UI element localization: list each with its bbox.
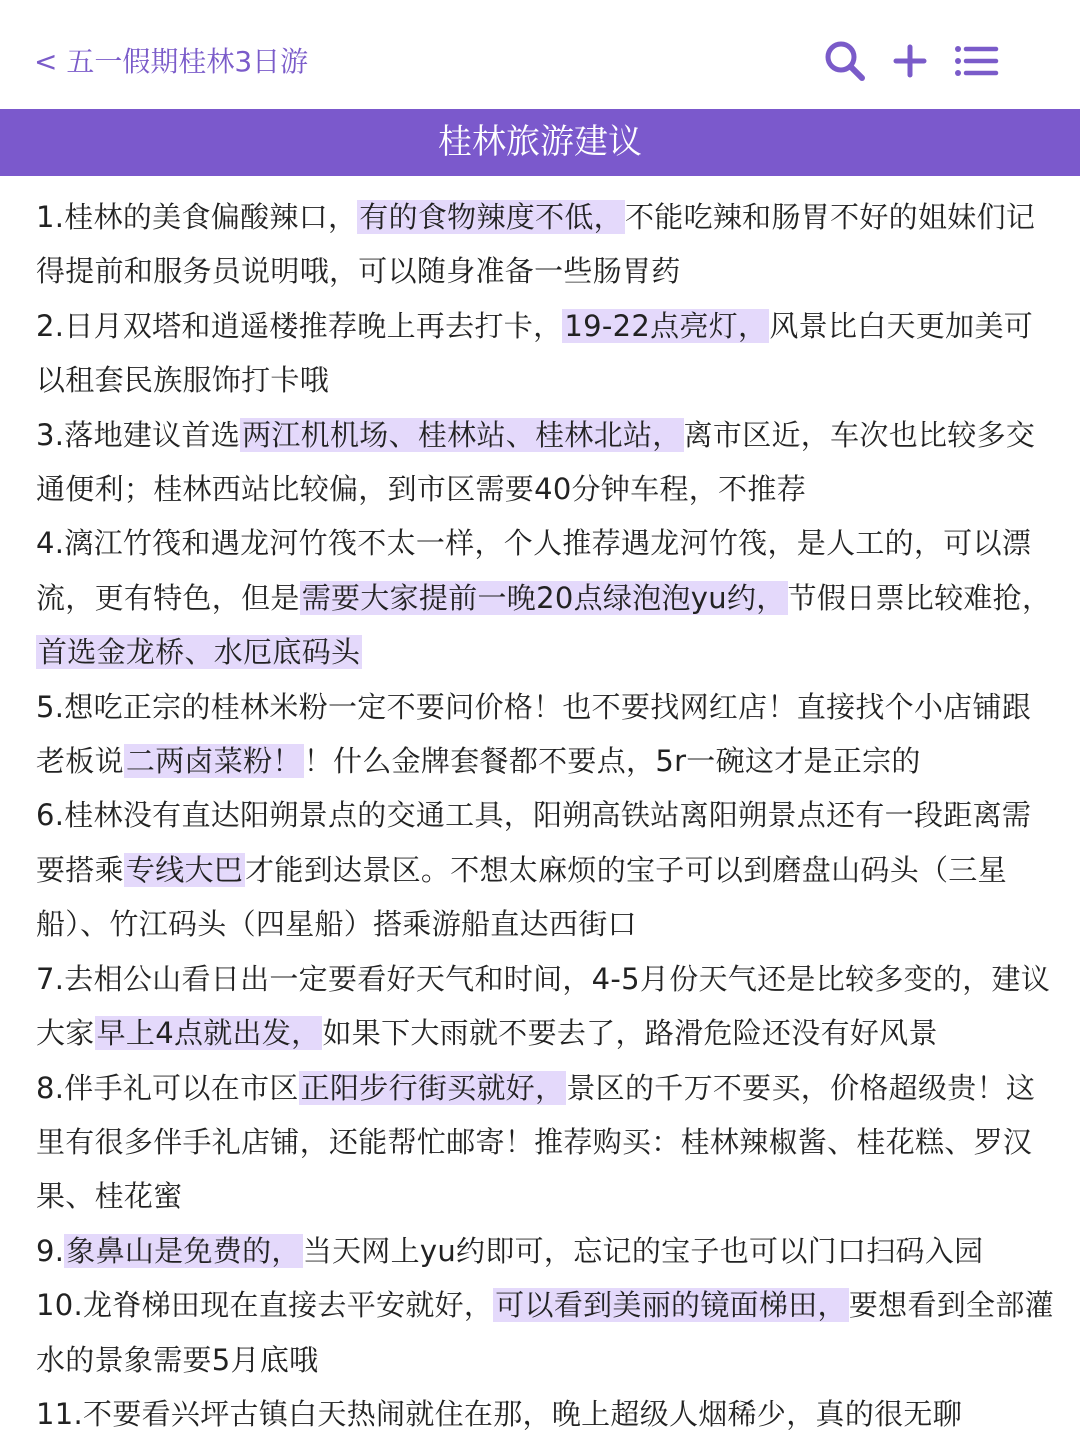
tip-text: 7.去相公山看日出一定要看好天气和时间，4-5月份天气还是比较多变的，建议大家 xyxy=(36,961,1051,1051)
tip-item xyxy=(36,190,1060,299)
tip-text: 2.日月双塔和逍遥楼推荐晚上再去打卡， xyxy=(36,308,563,343)
plus-icon[interactable] xyxy=(886,38,934,86)
tip-text: 节假日票比较难抢， xyxy=(787,580,1052,615)
back-button[interactable]: < 五一假期桂林3日游 xyxy=(34,45,309,78)
tip-item xyxy=(36,1278,1060,1387)
tip-item xyxy=(36,408,1060,517)
tip-item xyxy=(36,788,1060,951)
tip-text: 要想看到全部灌水的景象需要5月底哦 xyxy=(36,1288,1054,1377)
section-title-banner: 桂林旅游建议 xyxy=(0,109,1080,176)
menu-list-icon[interactable] xyxy=(952,38,1000,86)
tips-list xyxy=(36,190,1060,1440)
tip-text: 8.伴手礼可以在市区 xyxy=(36,1070,299,1105)
tip-text: 5.想吃正宗的桂林米粉一定不要问价格！也不要找网红店！直接找个小店铺跟老板说 xyxy=(36,689,1032,779)
tip-text: 如果下大雨就不要去了，路滑危险还没有好风景 xyxy=(322,1016,938,1051)
tip-highlight: 二两卤菜粉！ xyxy=(125,744,302,779)
top-navigation-bar xyxy=(0,0,1080,108)
tip-text: 4.漓江竹筏和遇龙河竹筏不太一样，个人推荐遇龙河竹筏，是人工的，可以漂流，更有特色，但是 xyxy=(36,526,1032,615)
tip-text: 3.落地建议首选 xyxy=(36,417,241,452)
tip-item xyxy=(36,299,1060,408)
tip-text: 不能吃辣和肠胃不好的姐妹们记得提前和服务员说明哦，可以随身准备一些肠胃药 xyxy=(36,200,1036,289)
tip-highlight: 首选金龙桥、水厄底码头 xyxy=(38,635,361,670)
tip-highlight: 两江机机场、桂林站、桂林北站， xyxy=(242,417,682,452)
tip-text: 风景比白天更加美可以租套民族服饰打卡哦 xyxy=(36,308,1034,398)
tip-item xyxy=(36,680,1060,789)
tip-text: 11.不要看兴坪古镇白天热闹就住在那，晚上超级人烟稀少，真的很无聊 xyxy=(36,1396,963,1431)
tip-highlight: 正阳步行街买就好， xyxy=(300,1070,565,1105)
tip-item xyxy=(36,1061,1060,1224)
tip-highlight: 19-22点亮灯， xyxy=(564,308,768,343)
tip-text: 才能到达景区。不想太麻烦的宝子可以到磨盘山码头（三星船）、竹江码头（四星船）搭乘游船直达西街口 xyxy=(36,852,1007,942)
tip-text: 10.龙脊梯田现在直接去平安就好， xyxy=(36,1288,494,1323)
tip-highlight: 专线大巴 xyxy=(125,852,244,887)
search-icon[interactable] xyxy=(822,38,870,86)
tip-text: ！什么金牌套餐都不要点，5r一碗这才是正宗的 xyxy=(303,744,921,779)
tip-text: 9. xyxy=(36,1233,65,1268)
tip-item xyxy=(36,1224,1060,1278)
tip-highlight: 早上4点就出发， xyxy=(96,1016,321,1051)
tip-highlight: 可以看到美丽的镜面梯田， xyxy=(495,1288,847,1323)
tip-highlight: 象鼻山是免费的， xyxy=(66,1233,301,1268)
tip-highlight: 有的食物辣度不低， xyxy=(359,200,623,234)
tip-item xyxy=(36,952,1060,1061)
tip-text: 6.桂林没有直达阳朔景点的交通工具，阳朔高铁站离阳朔景点还有一段距离需要搭乘 xyxy=(36,798,1032,887)
tip-item xyxy=(36,516,1060,679)
tip-text: 景区的千万不要买，价格超级贵！这里有很多伴手礼店铺，还能帮忙邮寄！推荐购买：桂林辣椒酱、桂花糕、罗汉果、桂花蜜 xyxy=(36,1070,1036,1214)
tip-highlight: 需要大家提前一晚20点绿泡泡yu约， xyxy=(301,580,786,615)
tip-text: 当天网上yu约即可，忘记的宝子也可以门口扫码入园 xyxy=(302,1233,984,1268)
tip-item xyxy=(36,1387,1060,1440)
tip-text: 离市区近，车次也比较多交通便利；桂林西站比较偏，到市区需要40分钟车程，不推荐 xyxy=(36,417,1036,507)
tip-text: 1.桂林的美食偏酸辣口， xyxy=(36,200,358,234)
